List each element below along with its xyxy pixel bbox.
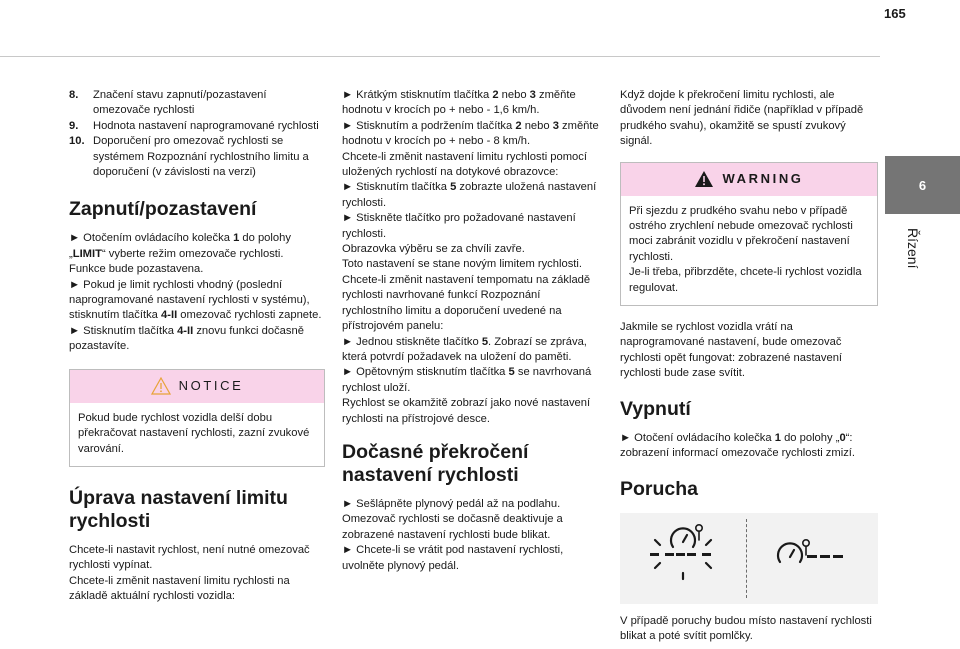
paragraph	[69, 231, 325, 262]
text-run: ► Stisknutím tlačítka	[342, 181, 451, 194]
paragraph: Rychlost se okamžitě zobrazí jako nové nastavení rychlosti na přístrojové desce.	[342, 397, 591, 425]
paragraph: Chcete-li změnit nastavení limitu rychlosti pomocí uložených rychlostí na dotykové obrazovce:	[342, 150, 587, 179]
button-ref: 4-II	[177, 324, 194, 337]
button-ref: 5	[450, 181, 457, 194]
text-run: do polohy „	[780, 431, 840, 444]
warning-triangle-icon	[694, 170, 714, 188]
button-ref: 5	[481, 335, 489, 348]
fault-display-steady	[749, 513, 878, 604]
figure-divider	[746, 519, 747, 598]
chapter-tab[interactable]	[885, 156, 960, 214]
paragraph	[69, 278, 325, 324]
section-heading-docasne: Dočasné překročení nastavení rychlosti	[342, 440, 529, 486]
paragraph: ► Chcete-li se vrátit pod nastavení rychlosti, uvolněte plynový pedál.	[342, 544, 564, 572]
paragraph	[342, 88, 600, 119]
notice-text: Pokud bude rychlost vozidla delší dobu překračovat nastavení rychlosti, zazní zvukové varování.	[78, 411, 310, 455]
speed-limiter-dashes-icon	[749, 513, 875, 604]
text-run: nebo	[521, 119, 553, 132]
button-ref: 1	[774, 431, 781, 444]
list-item	[69, 134, 325, 180]
list-item	[69, 119, 325, 134]
paragraph: ► Sešlápněte plynový pedál až na podlahu.	[342, 497, 561, 510]
button-ref: 5	[508, 366, 515, 379]
paragraph: Obrazovka výběru se za chvíli zavře.	[342, 243, 525, 256]
notice-triangle-icon	[151, 377, 171, 395]
paragraph: V případě poruchy budou místo nastavení rychlosti blikat a poté svítit pomlčky.	[620, 614, 872, 642]
section-heading-uprava: Úprava nastavení limitu rychlosti	[69, 486, 288, 532]
legend-list	[69, 88, 325, 180]
paragraph: Toto nastavení se stane novým limitem rychlosti.	[342, 258, 583, 271]
text-run: ► Otočením ovládacího kolečka	[69, 232, 234, 245]
text-run: změňte hodnotu v krocích po + nebo - 8 km/h.	[342, 119, 599, 148]
top-rule	[0, 56, 880, 57]
warning-label: WARNING	[722, 171, 804, 187]
text-run: do polohy „	[69, 232, 291, 260]
paragraph: Když dojde k překročení limitu rychlosti, ale důvodem není jednání řidiče (například v případě prudkého svahu), okamžitě se spustí zvukový signál.	[620, 89, 864, 148]
notice-header	[70, 370, 324, 403]
section-heading-zapnuti: Zapnutí/pozastavení	[69, 198, 257, 221]
paragraph	[69, 324, 325, 355]
warning-header	[621, 163, 877, 196]
paragraph: Chcete-li nastavit rychlost, není nutné omezovač rychlosti vypínat.	[69, 543, 310, 572]
paragraph: Jakmile se rychlost vozidla vrátí na naprogramované nastavení, bude omezovač rychlosti opět fungovat: zobrazené nastavení rychlosti bude zase svítit.	[620, 321, 843, 380]
text-run: ► Jednou stiskněte tlačítko	[342, 335, 482, 348]
chapter-title: Řízení	[905, 228, 921, 269]
text-run: ► Pokud je limit rychlosti vhodný (poslední naprogramované nastavení rychlosti v systému), stisknutím tlačítka	[69, 278, 310, 322]
warning-text-2: Je-li třeba, přibrzděte, chcete-li rychlost vozidla regulovat.	[629, 266, 862, 294]
button-ref: 2	[515, 119, 522, 132]
button-ref: 3	[552, 119, 559, 132]
notice-label: NOTICE	[178, 378, 244, 394]
warning-text	[621, 196, 877, 305]
position-ref: LIMIT	[72, 247, 102, 260]
paragraph	[342, 335, 600, 366]
speed-limiter-blinking-icon	[620, 513, 746, 604]
paragraph	[342, 180, 600, 211]
fault-display-figure	[620, 513, 878, 604]
text-run: ► Stisknutím a podržením tlačítka	[342, 119, 516, 132]
text-run: . Zobrazí se zpráva, která potvrdí požadavek na uložení do paměti.	[342, 335, 587, 363]
text-run: “ vyberte režim omezovače rychlosti.	[101, 247, 284, 260]
text-run: “: zobrazení informací omezovače rychlosti zmizí.	[620, 431, 856, 460]
notice-box	[69, 369, 325, 467]
column-3	[620, 88, 878, 644]
button-ref: 1	[233, 232, 240, 245]
paragraph	[342, 119, 600, 150]
text-run: znovu funkci dočasně pozastavíte.	[69, 324, 304, 353]
button-ref: 3	[529, 89, 536, 101]
fault-display-blinking	[620, 513, 749, 604]
list-item	[69, 88, 325, 119]
text-run: omezovač rychlosti zapnete.	[177, 309, 322, 322]
warning-text-1: Při sjezdu z prudkého svahu nebo v případě ostrého zrychlení nebude omezovač rychlosti moci zabránit vozidlu v překročení nastavení rychlosti.	[629, 204, 853, 263]
button-ref: 4-II	[161, 309, 178, 322]
list-item-text: Hodnota nastavení naprogramované rychlosti	[93, 119, 319, 132]
chapter-number: 6	[918, 177, 927, 193]
list-item-number: 8.	[69, 89, 79, 101]
text-run: ► Opětovným stisknutím tlačítka	[342, 366, 509, 379]
text-run: ► Stisknutím tlačítka	[69, 324, 178, 337]
text-run: ► Otočení ovládacího kolečka	[620, 431, 775, 444]
warning-box	[620, 162, 878, 306]
text-run: se navrhovaná rychlost uloží.	[342, 366, 592, 394]
paragraph: Omezovač rychlosti se dočasně deaktivuje a zobrazené nastavení rychlosti bude blikat.	[342, 513, 563, 541]
list-item-text: Doporučení pro omezovač rychlosti se systémem Rozpoznání rychlostního limitu a doporučení (v závislosti na verzi)	[93, 135, 309, 179]
text-run: změňte hodnotu v krocích po + nebo - 1,6 km/h.	[342, 89, 576, 117]
list-item-number: 10.	[69, 135, 85, 148]
position-ref: 0	[839, 431, 846, 444]
paragraph: Chcete-li změnit nastavení tempomatu na základě rychlosti navrhované funkcí Rozpoznání rychlostního limitu a doporučení uvedené na přístrojovém panelu:	[342, 273, 591, 333]
paragraph: Funkce bude pozastavena.	[69, 263, 204, 276]
paragraph: Chcete-li změnit nastavení limitu rychlosti na základě aktuální rychlosti vozidla:	[69, 574, 290, 603]
text-run: nebo	[498, 89, 530, 101]
list-item-text: Značení stavu zapnutí/pozastavení omezovače rychlosti	[93, 89, 267, 117]
page-number: 165	[884, 6, 906, 21]
list-item-number: 9.	[69, 119, 79, 132]
text-run: ► Krátkým stisknutím tlačítka	[342, 89, 493, 101]
column-1	[69, 88, 325, 605]
paragraph: ► Stiskněte tlačítko pro požadované nastavení rychlosti.	[342, 212, 576, 240]
section-heading-porucha: Porucha	[620, 477, 699, 500]
column-2	[342, 88, 600, 574]
button-ref: 2	[492, 89, 499, 101]
text-run: zobrazte uložená nastavení rychlosti.	[342, 181, 597, 209]
section-heading-vypnuti: Vypnutí	[620, 397, 691, 420]
paragraph	[342, 365, 600, 396]
paragraph	[620, 431, 878, 462]
